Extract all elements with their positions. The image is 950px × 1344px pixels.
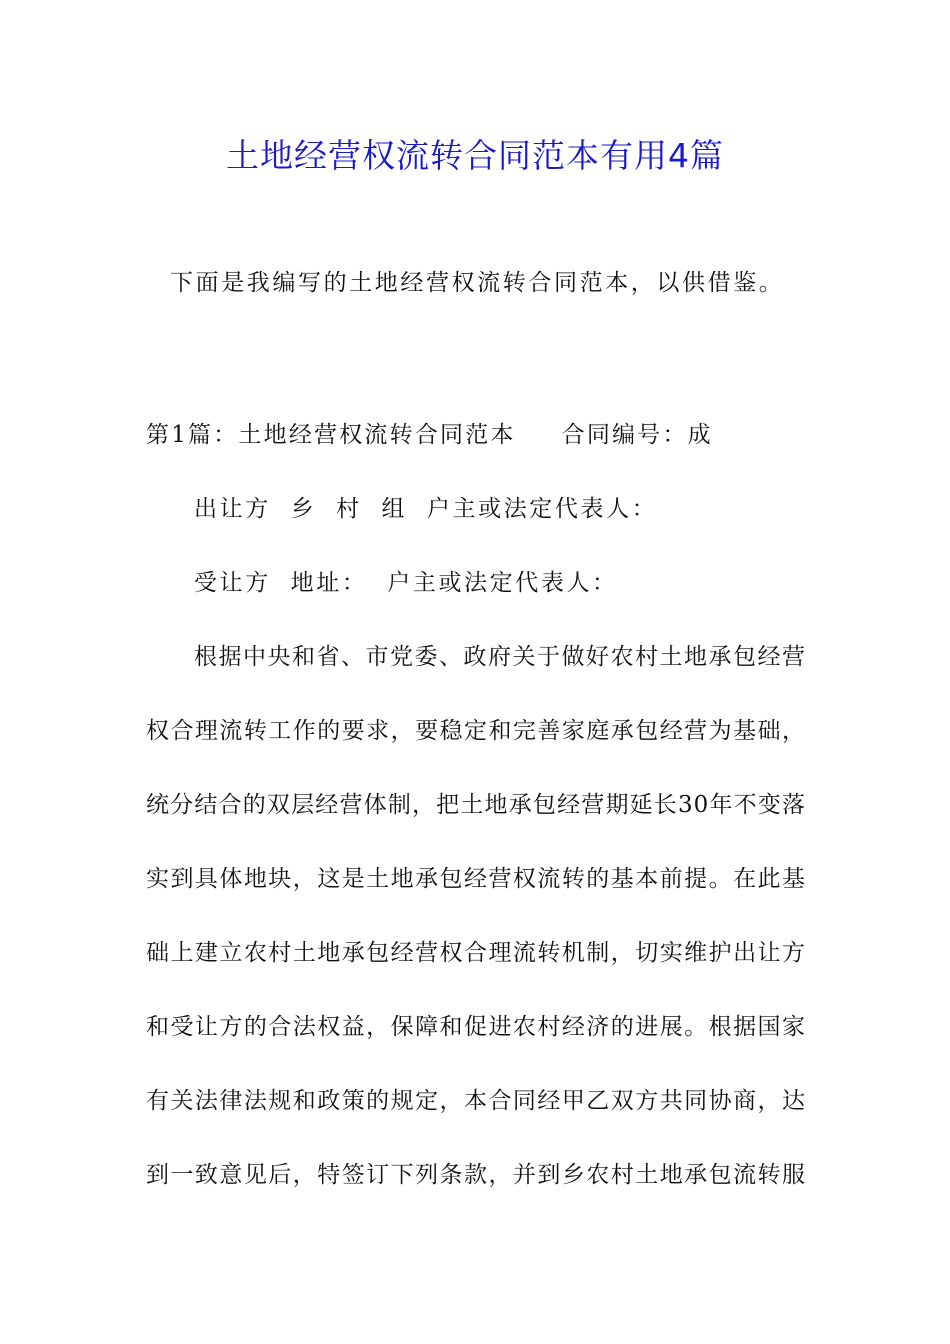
body-line: 权合理流转工作的要求，要稳定和完善家庭承包经营为基础， — [146, 718, 806, 744]
document-title: 土地经营权流转合同范本有用4篇 — [226, 136, 724, 175]
body-line: 础上建立农村土地承包经营权合理流转机制，切实维护出让方 — [146, 940, 806, 966]
body-line: 到一致意见后，特签订下列条款，并到乡农村土地承包流转服 — [146, 1162, 806, 1188]
contract-number-label: 合同编号：成 — [561, 422, 713, 448]
body-line: 和受让方的合法权益，保障和促进农村经济的进展。根据国家 — [146, 1014, 806, 1040]
intro-paragraph: 下面是我编写的土地经营权流转合同范本，以供借鉴。 — [170, 270, 785, 296]
section-title: 第1篇：土地经营权流转合同范本 — [146, 422, 516, 448]
transferee-line: 受让方 地址： 户主或法定代表人： — [194, 570, 618, 596]
body-line: 有关法律法规和政策的规定，本合同经甲乙双方共同协商，达 — [146, 1088, 806, 1114]
body-line: 根据中央和省、市党委、政府关于做好农村土地承包经营 — [194, 644, 806, 670]
body-line: 统分结合的双层经营体制，把土地承包经营期延长30年不变落 — [146, 792, 806, 818]
section-heading — [146, 420, 713, 450]
transferor-line: 出让方 乡 村 组 户主或法定代表人： — [194, 496, 658, 522]
body-line: 实到具体地块，这是土地承包经营权流转的基本前提。在此基 — [146, 866, 806, 892]
